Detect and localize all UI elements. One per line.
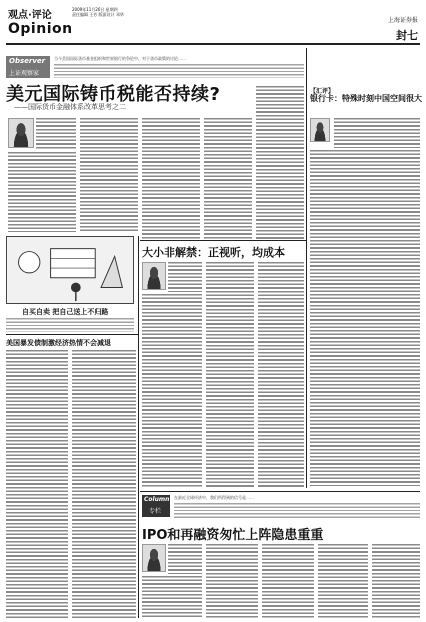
lead-article-text [204, 118, 252, 240]
observer-intro-lines [54, 64, 304, 78]
section-title-cn: 观点·评论 [8, 10, 52, 21]
editorial-cartoon [6, 236, 134, 304]
right-column-headline: 银行卡：特殊时刻中国空间很大 [310, 94, 422, 103]
date-line: 2009年11月26日 星期四 [72, 7, 118, 12]
right-article-text [310, 150, 420, 486]
author-photo [142, 544, 166, 572]
lead-headline: 美元国际铸币税能否持续? [6, 84, 221, 105]
section-divider [140, 491, 420, 492]
ipo-article-text [206, 544, 258, 618]
paper-name: 上海证券报 [387, 17, 418, 24]
ipo-article-text [318, 544, 368, 618]
us-article-text [6, 350, 68, 618]
lead-article-text [142, 118, 200, 240]
middle-headline: 大小非解禁：正视听，均成本 [142, 246, 285, 259]
middle-article-text [168, 262, 202, 292]
column-divider [138, 236, 139, 618]
ipo-article-text [372, 544, 420, 618]
lead-article-text [36, 118, 76, 150]
column-badge [142, 495, 170, 517]
middle-article-text [258, 262, 304, 488]
masthead [6, 5, 420, 45]
issue-date-info [72, 7, 124, 17]
observer-badge [6, 56, 50, 78]
column-divider [306, 48, 307, 488]
author-photo [310, 118, 330, 142]
middle-article-text [142, 294, 202, 488]
right-column-label: 【汇评】 [310, 88, 335, 95]
lead-article-text [8, 152, 76, 232]
page-label: 封七 [396, 29, 418, 42]
lead-article-text [80, 118, 138, 232]
column-badge-cn: 专栏 [149, 508, 162, 515]
observer-badge-en: Observer [9, 57, 46, 65]
section-divider [6, 334, 138, 335]
lead-subhead: ——国际货币金融体系改革思考之二 [14, 103, 126, 111]
editor-line: 责任编辑 王芳 版面设计 邓华 [72, 12, 124, 17]
column-badge-en: Column [144, 496, 170, 503]
lead-article-text [256, 86, 304, 240]
observer-badge-cn: 上证观察家 [9, 70, 40, 77]
section-title-en: Opinion [8, 21, 73, 37]
cartoon-note [6, 318, 134, 332]
ipo-article-text [168, 544, 202, 574]
right-article-text [334, 118, 420, 148]
observer-intro: 当今美国国际货币基金组织和世界银行的争论中，对于货币政策的讨论…… [54, 56, 186, 61]
ipo-headline: IPO和再融资匆忙上阵隐患重重 [142, 528, 324, 543]
column-intro: 在最近全球经济中，我们所得到的信号是…… [174, 495, 254, 500]
section-divider [140, 240, 306, 241]
ipo-article-text [262, 544, 314, 618]
us-article-text [72, 350, 136, 618]
cartoon-caption: 自买自卖 把自己送上不归路 [22, 308, 109, 316]
cartoon-illustration [7, 237, 133, 303]
middle-article-text [206, 262, 254, 488]
author-photo [142, 262, 166, 290]
ipo-article-text [142, 576, 202, 618]
column-intro-lines [174, 503, 420, 519]
us-headline: 美国暴发债制激经济热情不会减退 [6, 339, 111, 347]
author-photo [8, 118, 34, 148]
